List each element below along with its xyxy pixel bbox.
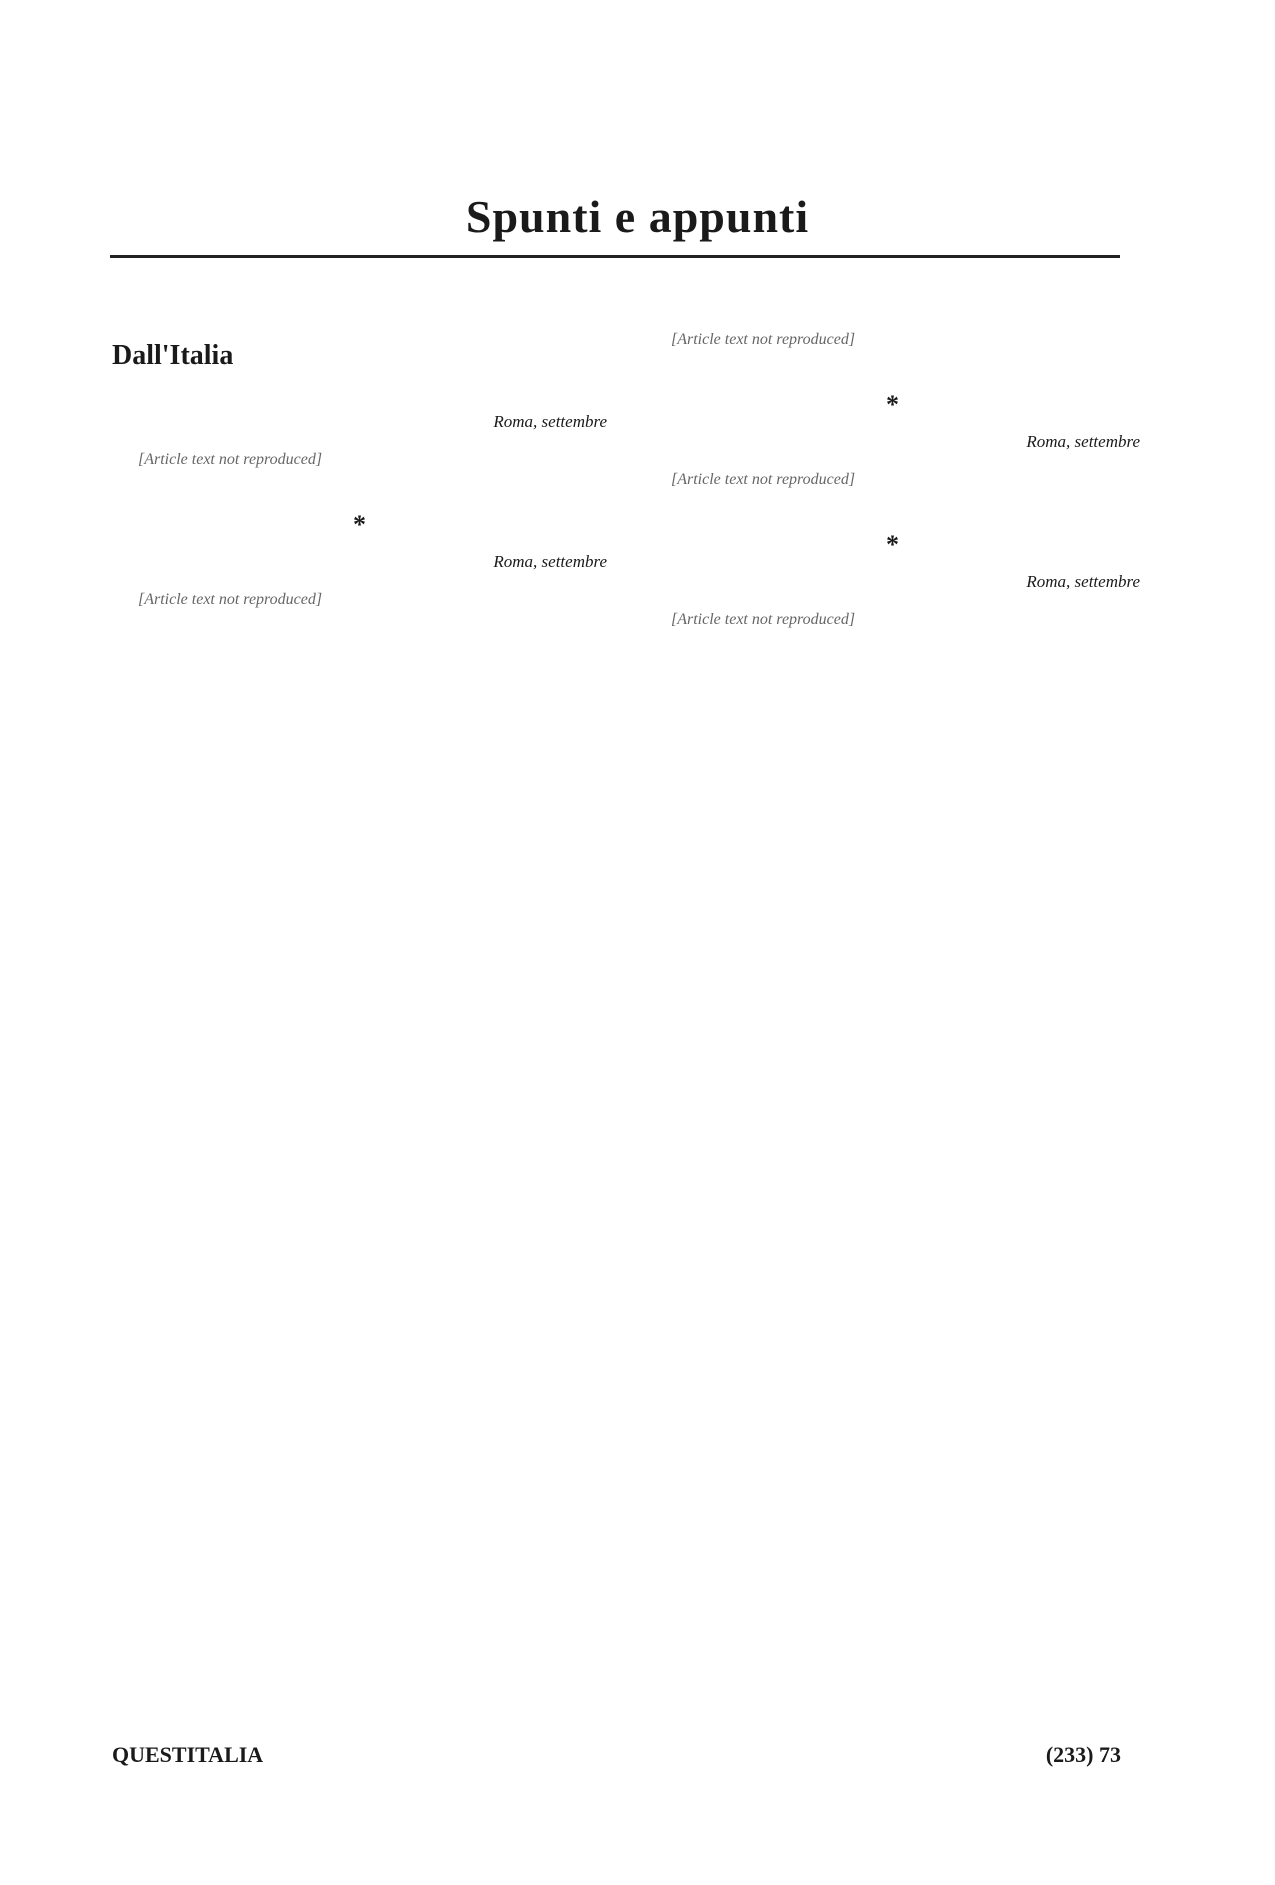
- dateline: Roma, settembre: [493, 552, 607, 571]
- article-body-placeholder: [Article text not reproduced]: [138, 451, 323, 468]
- dateline: Roma, settembre: [493, 412, 607, 431]
- section-heading: Dall'Italia: [112, 340, 234, 371]
- dateline: Roma, settembre: [1026, 572, 1140, 591]
- section-separator: *: [886, 390, 899, 419]
- right-column: [645, 330, 1140, 630]
- section-separator: *: [886, 530, 899, 559]
- article-body-placeholder: [Article text not reproduced]: [671, 471, 856, 488]
- title-rule: [110, 255, 1120, 258]
- article-body-placeholder: [Article text not reproduced]: [671, 331, 856, 348]
- page-title: Spunti e appunti: [465, 191, 810, 242]
- section-separator: *: [353, 510, 366, 539]
- dateline: Roma, settembre: [1026, 432, 1140, 451]
- magazine-name: QUESTITALIA: [112, 1742, 264, 1767]
- article-body-placeholder: [Article text not reproduced]: [138, 591, 323, 608]
- page-number: (233) 73: [1045, 1742, 1121, 1767]
- article-body-placeholder: [Article text not reproduced]: [671, 611, 856, 628]
- left-column: [112, 330, 607, 610]
